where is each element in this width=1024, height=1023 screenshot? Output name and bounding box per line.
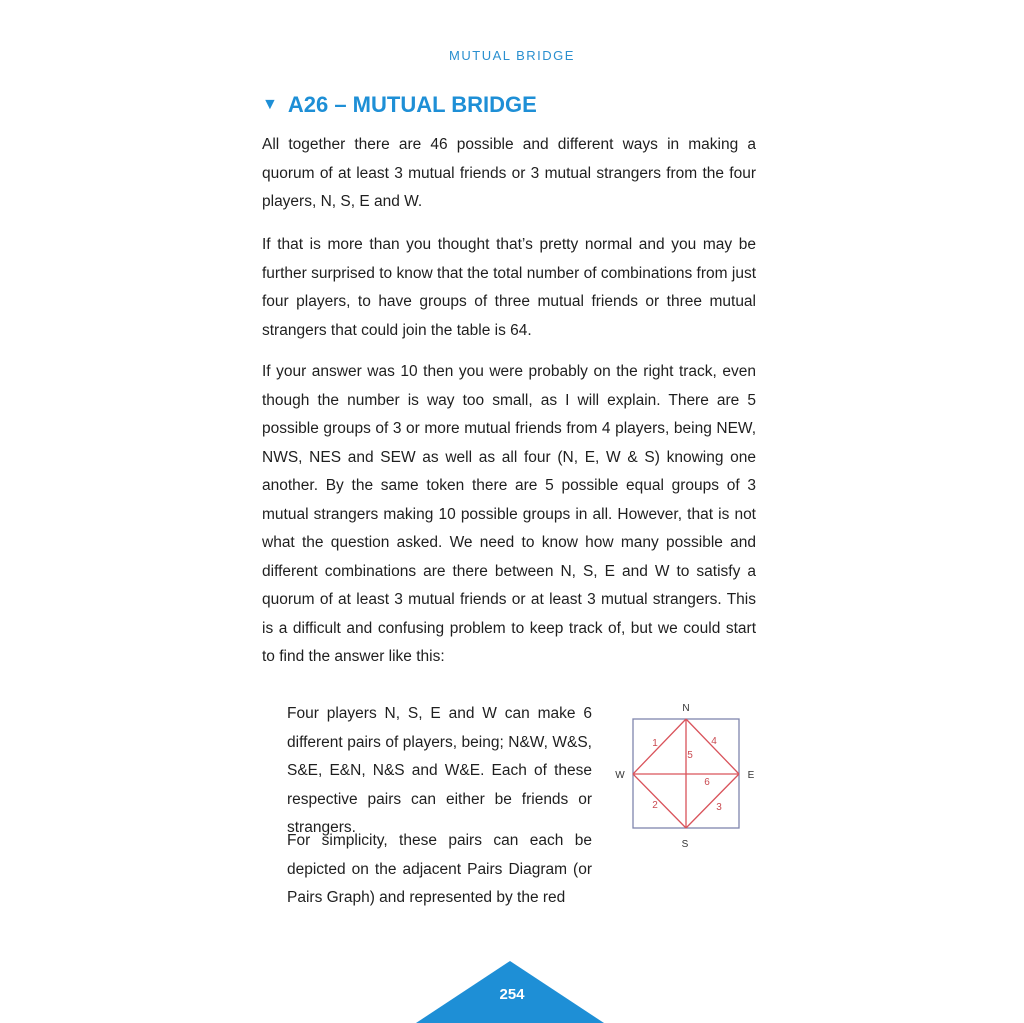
paragraph-3: If your answer was 10 then you were probably on the right track, even though the number is way too small, as I will explain. There are 5 possible groups of 3 or more mutual friends from 4 players, being NEW, NWS, NES and SEW as well as all four (N, E, W & S) knowing one another. By the same token there are 5 possible equal groups of 3 mutual strangers making 10 possible groups in all. However, that is not what the question asked. We need to know how many possible and different combinations are there between N, S, E and W to satisfy a quorum of at least 3 mutual friends or at least 3 mutual strangers. This is a difficult and confusing problem to keep track of, but we could start to find the answer like this:: [262, 363, 756, 665]
section-heading-text: A26 – MUTUAL BRIDGE: [287, 92, 537, 117]
paragraph-5: For simplicity, these pairs can each be depicted on the adjacent Pairs Diagram (or Pairs Graph) and represented by the red: [287, 832, 592, 906]
paragraph-2: If that is more than you thought that’s pretty normal and you may be further surprised to know that the total number of combinations from just four players, to have groups of three mutual friends or three mutual strangers that could join the table is 64.: [262, 236, 756, 339]
pair-number-1: 1: [652, 738, 658, 749]
pair-number-5: 5: [687, 750, 693, 761]
node-label-s: S: [681, 839, 689, 850]
pairs-diagram: [608, 696, 768, 856]
running-title: MUTUAL BRIDGE: [449, 48, 575, 63]
triangle-marker-icon: ▼: [262, 96, 278, 113]
edge-s-e: [686, 774, 739, 828]
pair-number-3: 3: [716, 802, 722, 813]
node-label-w: W: [615, 770, 625, 781]
pair-number-6: 6: [704, 777, 710, 788]
page-number: 254: [499, 986, 525, 1003]
pair-number-4: 4: [711, 736, 717, 747]
edge-n-w: [633, 719, 686, 774]
edge-w-s: [633, 774, 686, 828]
pair-number-2: 2: [652, 800, 658, 811]
section-heading: [262, 92, 537, 118]
node-label-n: N: [682, 703, 690, 714]
node-label-e: E: [747, 770, 755, 781]
paragraph-1: All together there are 46 possible and different ways in making a quorum of at least 3 mutual friends or 3 mutual strangers from the four players, N, S, E and W.: [262, 136, 756, 210]
paragraph-4: Four players N, S, E and W can make 6 different pairs of players, being; N&W, W&S, S&E, E&N, N&S and W&E. Each of these respective pairs can either be friends or strangers.: [287, 705, 592, 836]
